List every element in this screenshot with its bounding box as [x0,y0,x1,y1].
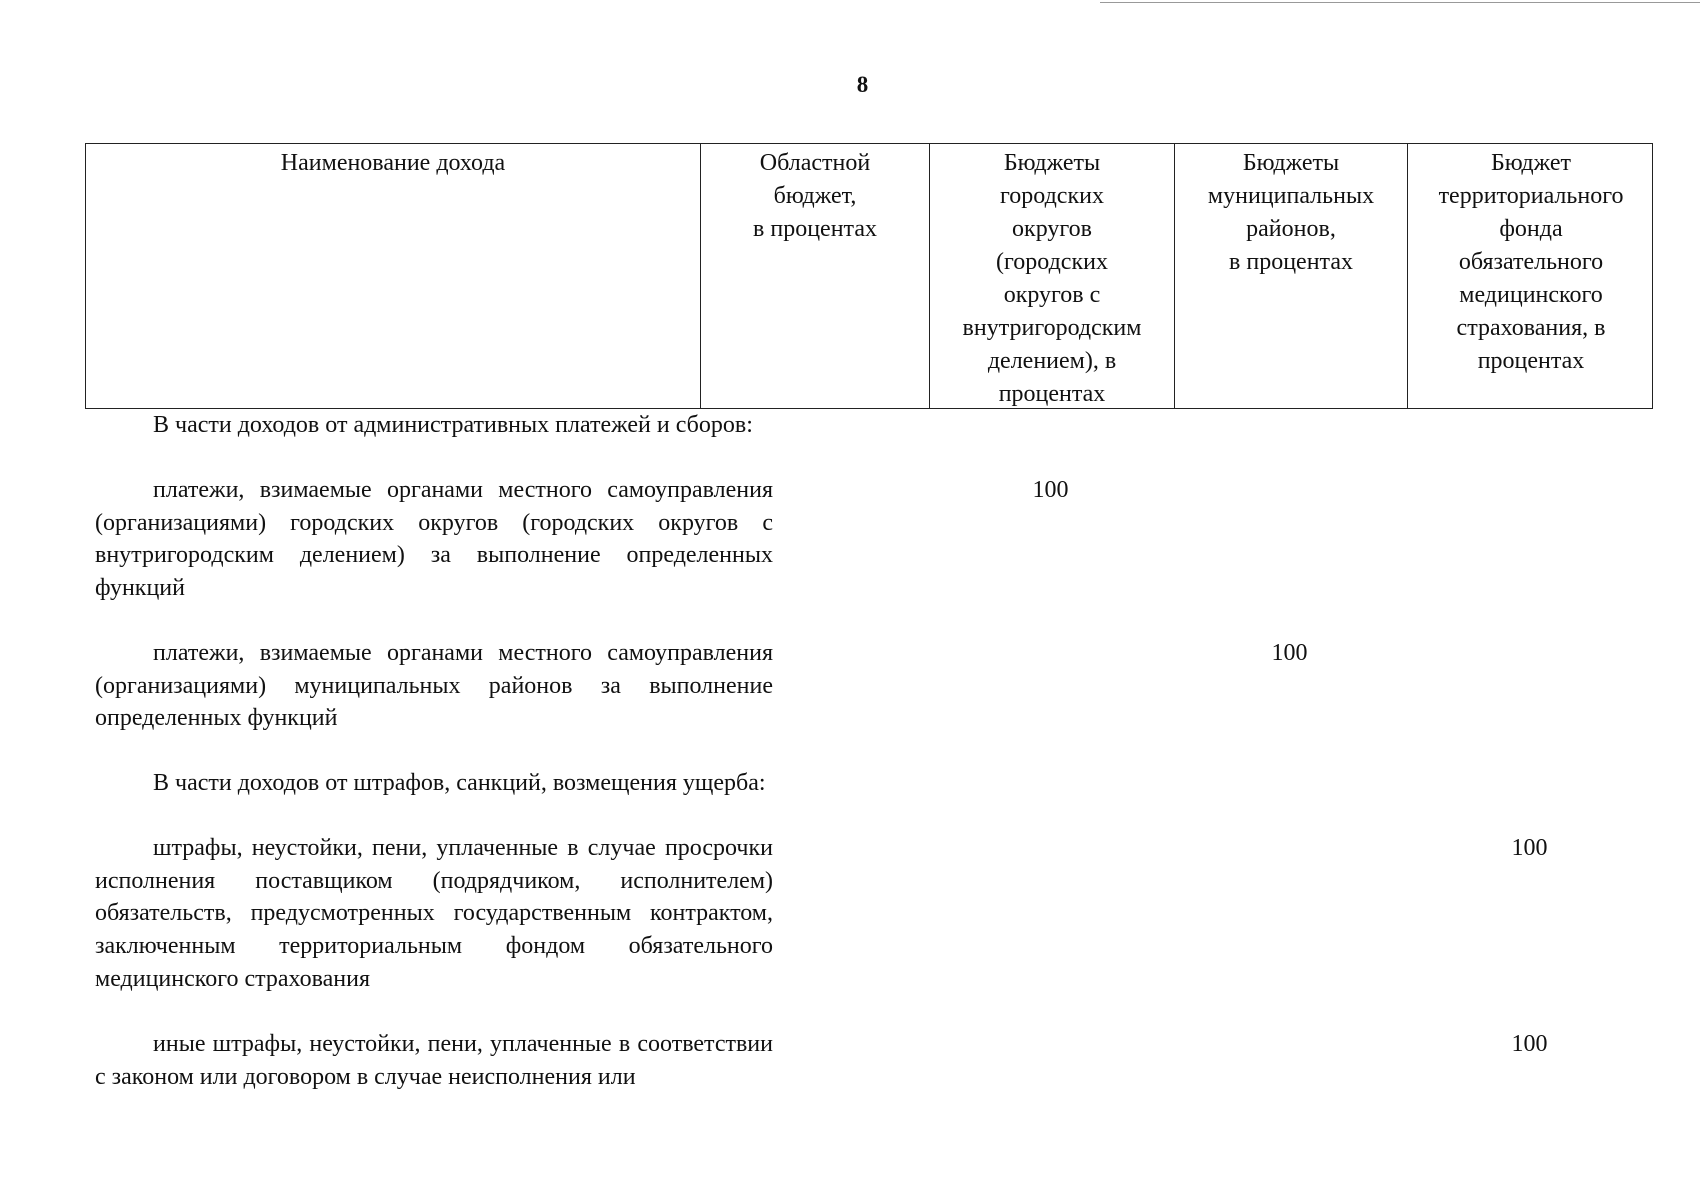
row-text-content: платежи, взимаемые органами местного самоуправления (организациями) городских округов (городских округов с внутригородским делением) за выполнение определенных функций [95,477,773,602]
header-cell-city-districts [929,144,1174,408]
header-cell-municipal-districts [1174,144,1407,408]
row-text-content: штрафы, неустойки, пени, уплаченные в случае просрочки исполнения поставщиком (подрядчиком, исполнителем) обязательств, предусмотренных государственным контрактом, заключенным территориальным фондом обязательного медицинского страхования [95,835,773,992]
header-label: Бюджеты городских округов (городских округов с внутригородским делением), в процентах [962,150,1142,407]
header-cell-regional-budget [700,144,929,408]
value-medical-fund: 100 [1511,835,1548,861]
header-label: Бюджет территориального фонда обязательного медицинского страхования, в процентах [1438,150,1624,374]
row-text [95,474,773,605]
row-text [95,767,773,800]
value-municipal-districts: 100 [1271,640,1308,666]
header-label: Областной бюджет, в процентах [753,150,877,242]
value-medical-fund: 100 [1511,1031,1548,1057]
table-header [85,143,1653,409]
header-cell-income-name [86,144,700,408]
row-text-content: В части доходов от административных платежей и сборов: [153,412,753,438]
row-text-content: иные штрафы, неустойки, пени, уплаченные в соответствии с законом или договором в случае неисполнения или [95,1031,773,1090]
row-text-content: В части доходов от штрафов, санкций, возмещения ущерба: [153,770,766,796]
row-text [95,1028,773,1093]
header-label: Бюджеты муниципальных районов, в процентах [1207,150,1375,275]
row-text-content: платежи, взимаемые органами местного самоуправления (организациями) муниципальных районов за выполнение определенных функций [95,640,773,732]
scan-edge-line [1100,2,1700,3]
row-text [95,637,773,735]
row-text [95,409,773,442]
header-cell-medical-fund [1407,144,1654,408]
header-label: Наименование дохода [280,150,506,176]
page-number: 8 [856,72,869,97]
row-text [95,832,773,996]
value-city-districts: 100 [1032,477,1069,503]
